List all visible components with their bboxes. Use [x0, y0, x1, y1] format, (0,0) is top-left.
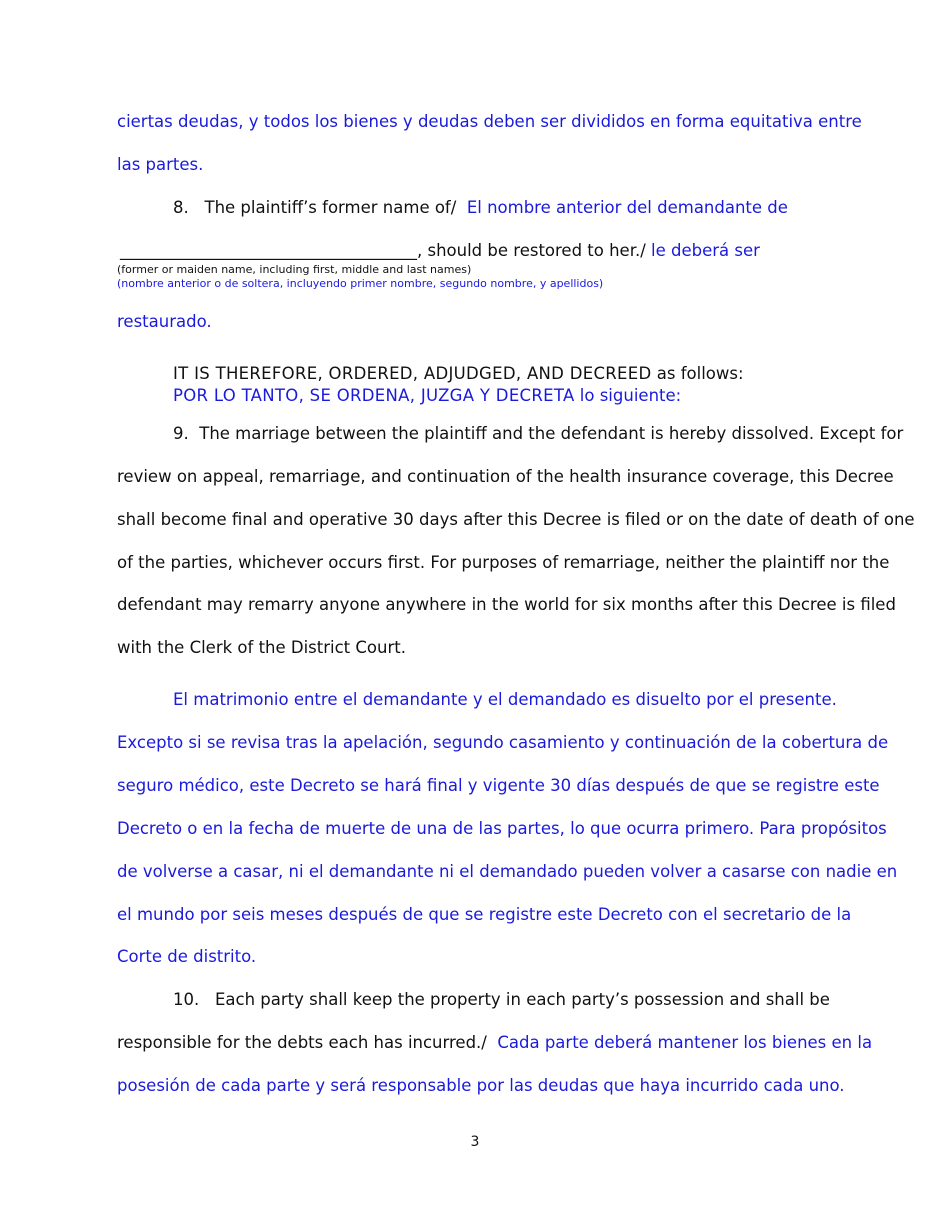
continuation-line-1: ciertas deudas, y todos los bienes y deudas deben ser divididos en forma equitativa entre	[117, 112, 862, 131]
item-8-en-start: The plaintiff’s former name of/	[204, 198, 457, 217]
continuation-line-2: las partes.	[117, 155, 204, 174]
item-8-number: 8.	[173, 198, 189, 217]
item-10-number: 10.	[173, 990, 200, 1009]
item-9-en-line-5: defendant may remarry anyone anywhere in the world for six months after this Decree is filed	[117, 595, 896, 614]
ordered-heading-en	[173, 364, 744, 384]
ordered-en-tail: as follows:	[651, 364, 744, 383]
page-number: 3	[470, 1134, 480, 1150]
item-8-es-start: El nombre anterior del demandante de	[466, 198, 788, 217]
item-9-number: 9.	[173, 424, 189, 443]
item-10-es-text-1: Cada parte deberá mantener los bienes en la	[497, 1033, 873, 1052]
item-9-en-line-2: review on appeal, remarriage, and continuation of the health insurance coverage, this Decree	[117, 467, 894, 486]
ordered-heading-es	[173, 386, 681, 406]
item-9-en-line-3: shall become final and operative 30 days after this Decree is filed or on the date of death of one	[117, 510, 915, 529]
item-9-es-line-3: seguro médico, este Decreto se hará final y vigente 30 días después de que se registre este	[117, 776, 880, 795]
item-8-line-1	[173, 198, 788, 218]
item-8-caption-es: (nombre anterior o de soltera, incluyendo primer nombre, segundo nombre, y apellidos)	[117, 277, 604, 290]
item-9-en-line-6: with the Clerk of the District Court.	[117, 638, 406, 657]
ordered-en-caps: IT IS THEREFORE, ORDERED, ADJUDGED, AND DECREED	[173, 364, 652, 383]
item-8-line-2	[120, 241, 760, 261]
item-9-en-line-1	[173, 424, 903, 444]
item-9-en-line-4: of the parties, whichever occurs first. For purposes of remarriage, neither the plaintiff nor the	[117, 553, 890, 572]
item-9-es-line-6: el mundo por seis meses después de que se registre este Decreto con el secretario de la	[117, 905, 852, 924]
ordered-es-tail: lo siguiente:	[574, 386, 682, 405]
item-9-es-line-1: El matrimonio entre el demandante y el demandado es disuelto por el presente.	[173, 690, 837, 709]
item-10-es-line-3: posesión de cada parte y será responsable por las deudas que haya incurrido cada uno.	[117, 1076, 845, 1095]
item-10-line-2	[117, 1033, 872, 1053]
item-8-es-last: restaurado.	[117, 312, 212, 331]
item-8-en-end: , should be restored to her./	[417, 241, 646, 260]
item-9-en-text-1: The marriage between the plaintiff and the defendant is hereby dissolved. Except for	[199, 424, 904, 443]
item-10-line-1	[173, 990, 830, 1010]
item-9-es-line-2: Excepto si se revisa tras la apelación, segundo casamiento y continuación de la cobertura de	[117, 733, 889, 752]
item-9-es-line-7: Corte de distrito.	[117, 947, 257, 966]
item-9-es-line-4: Decreto o en la fecha de muerte de una de las partes, lo que ocurra primero. Para propósitos	[117, 819, 887, 838]
item-10-en-text-2: responsible for the debts each has incurred./	[117, 1033, 487, 1052]
item-10-en-text-1: Each party shall keep the property in each party’s possession and shall be	[215, 990, 830, 1009]
item-8-caption-en: (former or maiden name, including first, middle and last names)	[117, 263, 472, 276]
item-8-name-blank: ____________________________________	[120, 241, 417, 260]
item-8-es-end: le deberá ser	[651, 241, 760, 260]
item-9-es-line-5: de volverse a casar, ni el demandante ni el demandado pueden volver a casarse con nadie en	[117, 862, 898, 881]
ordered-es-caps: POR LO TANTO, SE ORDENA, JUZGA Y DECRETA	[173, 386, 575, 405]
